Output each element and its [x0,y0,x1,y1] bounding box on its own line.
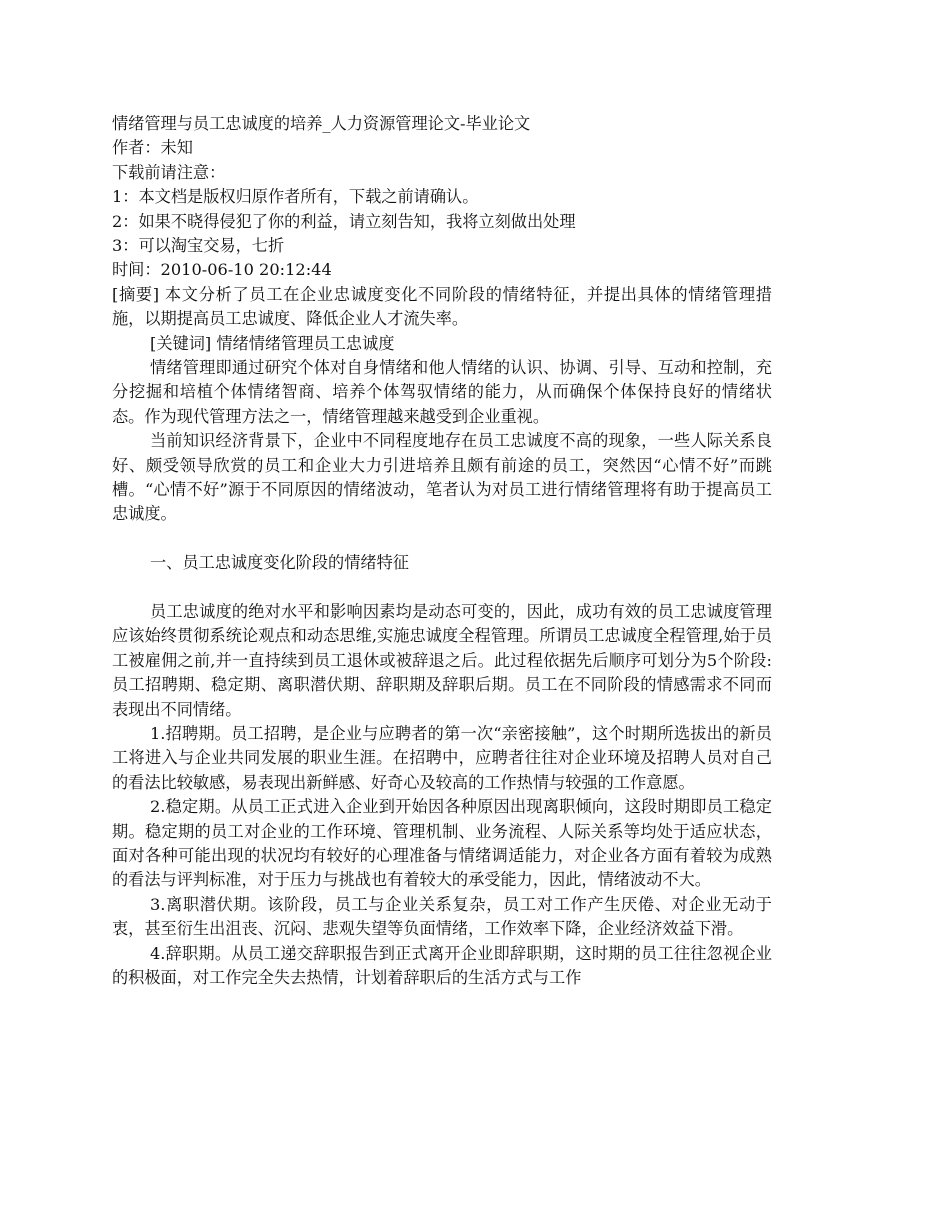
abstract-paragraph: [摘要] 本文分析了员工在企业忠诚度变化不同阶段的情绪特征，并提出具体的情绪管理措施，以期提高员工忠诚度、降低企业人才流失率。 [112,284,772,329]
stage-paragraph-4: 4.辞职期。从员工递交辞职报告到正式离开企业即辞职期，这时期的员工往往忽视企业的积极面，对工作完全失去热情，计划着辞职后的生活方式与工作 [112,943,772,988]
section-heading: 一、员工忠诚度变化阶段的情绪特征 [150,553,409,573]
notice-item-1: 1：本文档是版权归原作者所有，下载之前请确认。 [112,187,479,207]
stage-paragraph-3: 3.离职潜伏期。该阶段，员工与企业关系复杂，员工对工作产生厌倦、对企业无动于衷，甚至衍生出沮丧、沉闷、悲观失望等负面情绪，工作效率下降，企业经济效益下滑。 [112,894,772,939]
intro-paragraph-1: 情绪管理即通过研究个体对自身情绪和他人情绪的认识、协调、引导、互动和控制，充分挖掘和培植个体情绪智商、培养个体驾驭情绪的能力，从而确保个体保持良好的情绪状态。作为现代管理方法之一，情绪管理越来越受到企业重视。 [112,357,772,426]
notice-title: 下载前请注意： [112,162,226,182]
notice-item-2: 2：如果不晓得侵犯了你的利益，请立刻告知，我将立刻做出处理 [112,211,576,231]
author-line: 作者：未知 [112,138,193,158]
spacer [112,576,772,600]
notice-item-3: 3：可以淘宝交易，七折 [112,235,285,255]
timestamp-line: 时间：2010-06-10 20:12:44 [112,260,332,280]
section-overview-paragraph: 员工忠诚度的绝对水平和影响因素均是动态可变的，因此，成功有效的员工忠诚度管理应该始终贯彻系统论观点和动态思维,实施忠诚度全程管理。所谓员工忠诚度全程管理,始于员工被雇佣之前,并一直持续到员工退休或被辞退之后。此过程依据先后顺序可划分为5个阶段:员工招聘期、稳定期、离职潜伏期、辞职期及辞职后期。员工在不同阶段的情感需求不同而表现出不同情绪。 [112,601,772,719]
spacer [112,527,772,551]
stage-paragraph-2: 2.稳定期。从员工正式进入企业到开始因各种原因出现离职倾向，这段时期即员工稳定期。稳定期的员工对企业的工作环境、管理机制、业务流程、人际关系等均处于适应状态，面对各种可能出现的状况均有较好的心理准备与情绪调适能力，对企业各方面有着较为成熟的看法与评判标准，对于压力与挑战也有着较大的承受能力，因此，情绪波动不大。 [112,797,772,890]
intro-paragraph-2: 当前知识经济背景下，企业中不同程度地存在员工忠诚度不高的现象，一些人际关系良好、颇受领导欣赏的员工和企业大力引进培养且颇有前途的员工，突然因“心情不好”而跳槽。“心情不好”源于不同原因的情绪波动，笔者认为对员工进行情绪管理将有助于提高员工忠诚度。 [112,431,772,524]
document-title: 情绪管理与员工忠诚度的培养_人力资源管理论文-毕业论文 [112,114,531,133]
stage-paragraph-1: 1.招聘期。员工招聘，是企业与应聘者的第一次“亲密接触”，这个时期所选拔出的新员工将进入与企业共同发展的职业生涯。在招聘中，应聘者往往对企业环境及招聘人员对自己的看法比较敏感，易表现出新鲜感、好奇心及较高的工作热情与较强的工作意愿。 [112,724,772,792]
keywords-line: [关键词] 情绪情绪管理员工忠诚度 [150,333,395,353]
document-page [112,112,772,990]
